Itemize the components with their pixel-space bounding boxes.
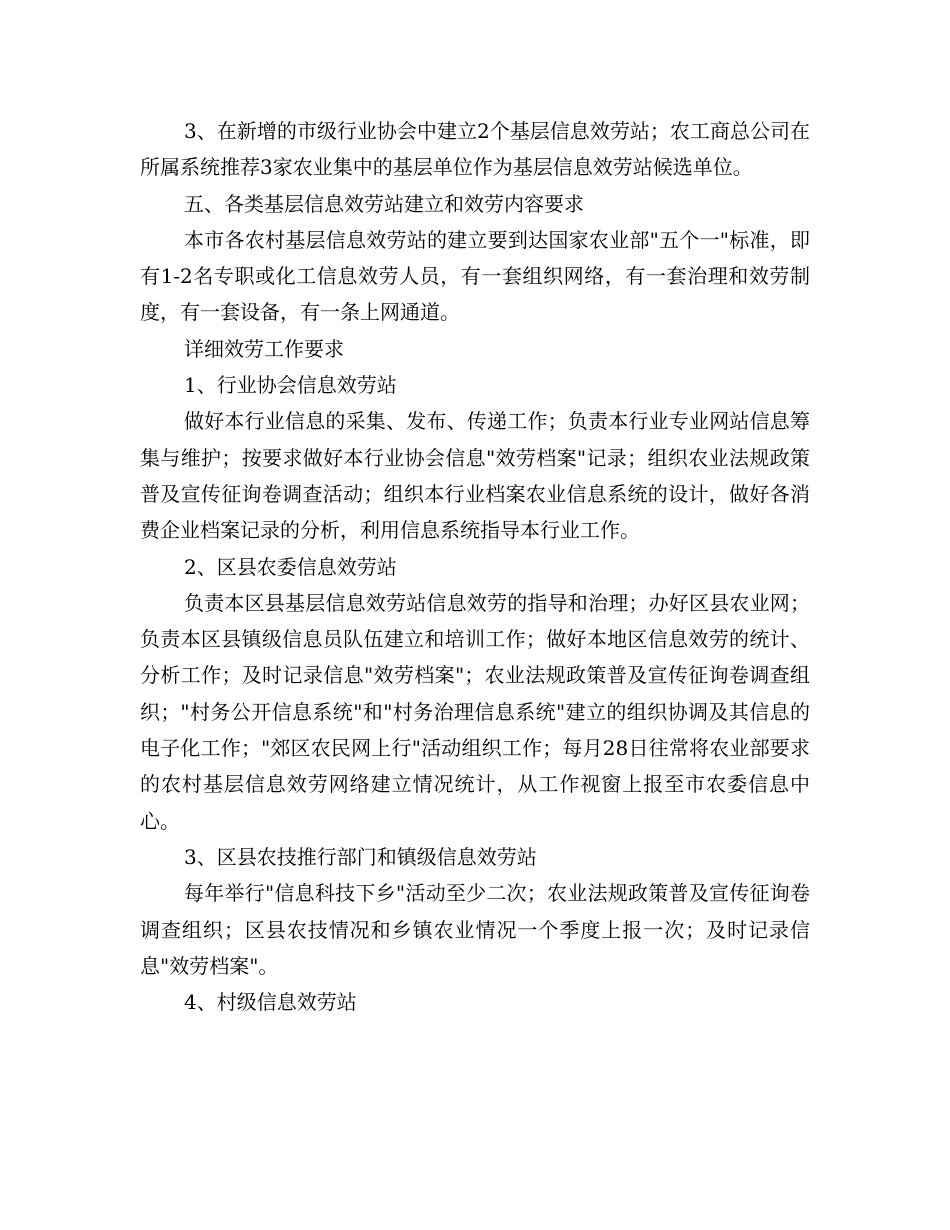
paragraph-five-one-standard: 本市各农村基层信息效劳站的建立要到达国家农业部"五个一"标准，即有1-2名专职或化工信息效劳人员，有一套组织网络，有一套治理和效劳制度，有一套设备，有一条上网通道。 (140, 227, 810, 325)
subheading-district-agri-committee: 2、区县农委信息效劳站 (184, 554, 397, 579)
paragraph-agri-tech-town: 每年举行"信息科技下乡"活动至少二次；农业法规政策普及宣传征询卷调查组织；区县农技情况和乡镇农业情况一个季度上报一次；及时记录信息"效劳档案"。 (140, 881, 810, 978)
subheading-village-station: 4、村级信息效劳站 (184, 990, 357, 1015)
subheading-agri-tech-town: 3、区县农技推行部门和镇级信息效劳站 (184, 844, 537, 869)
subheading-work-requirements: 详细效劳工作要求 (184, 336, 344, 361)
subheading-industry-association: 1、行业协会信息效劳站 (184, 373, 397, 398)
paragraph-industry-association: 做好本行业信息的采集、发布、传递工作；负责本行业专业网站信息筹集与维护；按要求做好本行业协会信息"效劳档案"记录；组织农业法规政策普及宣传征询卷调查活动；组织本行业档案农业信息系统的设计，做好各消费企业档案记录的分析，利用信息系统指导本行业工作。 (140, 409, 810, 543)
section-heading-five: 五、各类基层信息效劳站建立和效劳内容要求 (184, 191, 584, 216)
document-page (140, 113, 810, 1020)
paragraph-item-3-candidates: 3、在新增的市级行业协会中建立2个基层信息效劳站；农工商总公司在所属系统推荐3家农业集中的基层单位作为基层信息效劳站候选单位。 (140, 119, 810, 180)
paragraph-district-agri-committee: 负责本区县基层信息效劳站信息效劳的指导和治理；办好区县农业网；负责本区县镇级信息员队伍建立和培训工作；做好本地区信息效劳的统计、分析工作；及时记录信息"效劳档案"；农业法规政策普及宣传征询卷调查组织；"村务公开信息系统"和"村务治理信息系统"建立的组织协调及其信息的电子化工作；"郊区农民网上行"活动组织工作；每月28日往常将农业部要求的农村基层信息效劳网络建立情况统计，从工作视窗上报至市农委信息中心。 (140, 590, 810, 833)
